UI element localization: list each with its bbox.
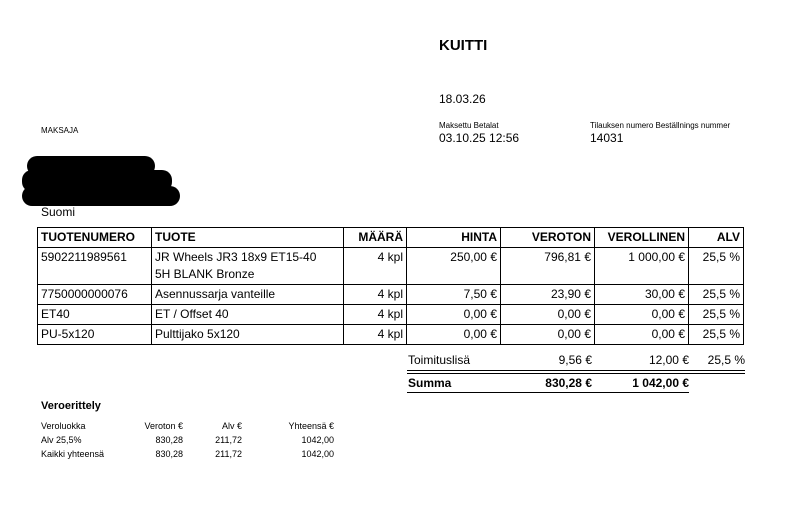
sum-row [407, 374, 747, 392]
cell-gross: 0,00 € [595, 305, 689, 325]
cell-net: 23,90 € [501, 285, 595, 305]
col-qty-header: MÄÄRÄ [344, 228, 407, 248]
cell-gross: 1 000,00 € [595, 248, 689, 285]
cell-net: 0,00 € [501, 305, 595, 325]
receipt-title: KUITTI [439, 37, 488, 54]
cell-gross: 0,00 € [595, 325, 689, 345]
cell-price: 0,00 € [407, 305, 501, 325]
cell-vat: 25,5 % [689, 325, 744, 345]
order-number-value: 14031 [590, 131, 624, 145]
cell-product [152, 248, 344, 285]
cell-net: 796,81 € [501, 248, 595, 285]
vat-row [41, 449, 336, 463]
vat-row-class: Alv 25,5% [41, 435, 82, 445]
vat-row-vat: 211,72 [215, 449, 242, 459]
cell-qty: 4 kpl [344, 248, 407, 285]
paid-label: Maksettu Betalat [439, 121, 499, 130]
cell-product: ET / Offset 40 [152, 305, 344, 325]
cell-vat: 25,5 % [689, 285, 744, 305]
cell-sku: PU-5x120 [38, 325, 152, 345]
table-row [38, 305, 744, 325]
vat-col-total: Yhteensä € [288, 421, 334, 431]
sum-net: 830,28 € [545, 376, 592, 390]
items-table [37, 227, 744, 345]
totals-divider [407, 370, 745, 371]
cell-qty: 4 kpl [344, 325, 407, 345]
cell-qty: 4 kpl [344, 305, 407, 325]
cell-qty: 4 kpl [344, 285, 407, 305]
order-number-label: Tilauksen numero Beställnings nummer [590, 121, 731, 130]
vat-col-class: Veroluokka [41, 421, 86, 431]
cell-price: 250,00 € [407, 248, 501, 285]
table-row [38, 325, 744, 345]
cell-product: Asennussarja vanteille [152, 285, 344, 305]
vat-row-vat: 211,72 [215, 435, 242, 445]
table-row [38, 285, 744, 305]
shipping-label: Toimituslisä [408, 353, 471, 367]
product-line1: JR Wheels JR3 18x9 ET15-40 [155, 250, 317, 264]
product-line2: 5H BLANK Bronze [155, 267, 255, 281]
sum-label: Summa [408, 376, 452, 390]
vat-row-class: Kaikki yhteensä [41, 449, 105, 459]
vat-row-net: 830,28 [155, 449, 183, 459]
vat-col-vat: Alv € [221, 421, 242, 431]
shipping-gross: 12,00 € [648, 353, 689, 367]
vat-breakdown-table [41, 421, 336, 463]
payer-label: MAKSAJA [41, 126, 79, 135]
shipping-vat: 25,5 % [707, 353, 745, 367]
receipt-date: 18.03.26 [439, 92, 486, 106]
col-price-header: HINTA [407, 228, 501, 248]
cell-sku: ET40 [38, 305, 152, 325]
vat-breakdown-title: Veroerittely [41, 400, 101, 412]
vat-row [41, 435, 336, 449]
table-header-row [38, 228, 744, 248]
cell-price: 7,50 € [407, 285, 501, 305]
sum-gross: 1 042,00 € [632, 376, 689, 390]
col-vat-header: ALV [689, 228, 744, 248]
col-net-header: VEROTON [501, 228, 595, 248]
col-product-header: TUOTE [152, 228, 344, 248]
payer-country: Suomi [41, 205, 76, 219]
sum-underline [407, 392, 689, 393]
vat-row-total: 1042,00 [301, 435, 334, 445]
cell-vat: 25,5 % [689, 248, 744, 285]
cell-vat: 25,5 % [689, 305, 744, 325]
vat-col-net: Veroton € [144, 421, 183, 431]
paid-value: 03.10.25 12:56 [439, 131, 520, 145]
vat-row-net: 830,28 [155, 435, 183, 445]
cell-gross: 30,00 € [595, 285, 689, 305]
cell-price: 0,00 € [407, 325, 501, 345]
totals-divider-double [407, 373, 745, 374]
cell-sku: 7750000000076 [38, 285, 152, 305]
vat-row-total: 1042,00 [301, 449, 334, 459]
cell-net: 0,00 € [501, 325, 595, 345]
shipping-net: 9,56 € [558, 353, 592, 367]
shipping-row [407, 351, 747, 369]
cell-sku: 5902211989561 [38, 248, 152, 285]
table-row [38, 248, 744, 285]
totals-block [407, 351, 747, 392]
col-sku-header: TUOTENUMERO [38, 228, 152, 248]
col-gross-header: VEROLLINEN [595, 228, 689, 248]
cell-product: Pulttijako 5x120 [152, 325, 344, 345]
vat-header-row [41, 421, 336, 435]
